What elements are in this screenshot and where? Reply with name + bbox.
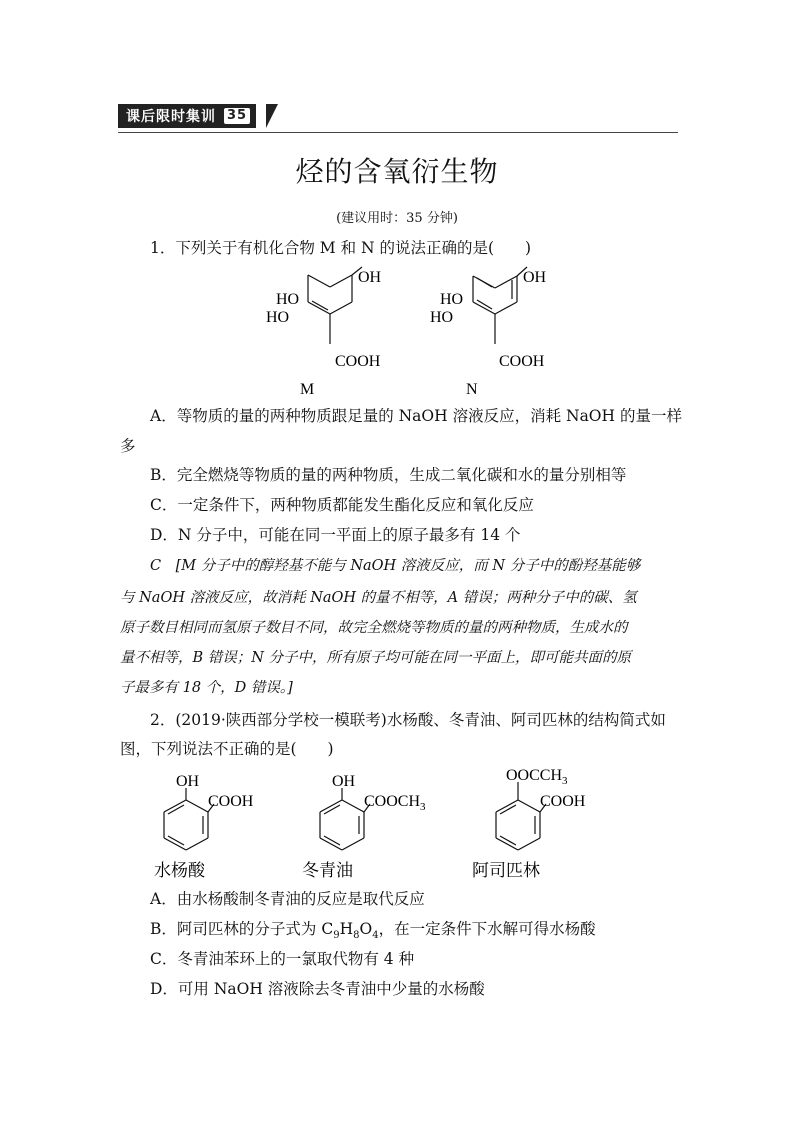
time-suggestion: (建议用时：35 分钟): [336, 211, 458, 226]
structure-m-skeleton: [308, 267, 362, 344]
formula-subscript: 9: [333, 930, 340, 942]
q2-option-c: C．冬青油苯环上的一氯取代物有 4 种: [150, 950, 415, 968]
formula-subscript: 4: [372, 930, 379, 942]
q2-structures-figure: [140, 762, 620, 888]
q1-option-b: B．完全燃烧等物质的量的两种物质，生成二氧化碳和水的量分别相等: [150, 466, 627, 484]
q1-answer-line: 子最多有 18 个，D 错误。]: [120, 680, 293, 696]
wintergreen-ester-subscript: 3: [420, 801, 426, 813]
q2-option-b: [150, 919, 596, 946]
q1-option-d: D．N 分子中，可能在同一平面上的原子最多有 14 个: [150, 526, 521, 544]
aspirin-acetoxy-subscript: 3: [562, 775, 568, 787]
q2-option-d: D．可用 NaOH 溶液除去冬青油中少量的水杨酸: [150, 980, 485, 998]
wintergreen-oil-label: 冬青油: [302, 861, 353, 880]
q1-option-c: C．一定条件下，两种物质都能发生酯化反应和氧化反应: [150, 496, 534, 514]
formula-element-o: O: [359, 920, 373, 938]
q2-option-b-suffix: ，在一定条件下水解可得水杨酸: [378, 920, 596, 938]
formula-element-h: H: [339, 920, 354, 938]
m-label: M: [300, 381, 315, 398]
q2-option-b-prefix: B．阿司匹林的分子式为 C: [150, 920, 334, 938]
section-number: 35: [224, 108, 250, 124]
q1-option-a-line1: A．等物质的量的两种物质跟足量的 NaOH 溶液反应，消耗 NaOH 的量一样: [150, 407, 682, 425]
header-rule: [118, 132, 678, 133]
salicylic-oh-label: OH: [176, 773, 200, 790]
q1-option-a-line2: 多: [120, 437, 136, 455]
q1-answer-line: C [M 分子中的醇羟基不能与 NaOH 溶液反应，而 N 分子中的酚羟基能够: [150, 558, 641, 574]
q1-stem: 1．下列关于有机化合物 M 和 N 的说法正确的是( ): [150, 239, 532, 257]
badge-tail: [266, 104, 278, 128]
n-cooh-label: COOH: [499, 353, 545, 370]
q2-stem-line1: 2．(2019·陕西部分学校一模联考)水杨酸、冬青油、阿司匹林的结构简式如: [150, 711, 666, 729]
m-ho-label-2: HO: [266, 309, 290, 326]
q1-answer-line: 原子数目相同而氢原子数目不同，故完全燃烧等物质的量的两种物质，生成水的: [120, 620, 628, 636]
q1-structures-figure: [240, 262, 600, 402]
n-oh-label: OH: [523, 269, 547, 286]
section-badge: [118, 104, 256, 128]
q1-answer-line: 与 NaOH 溶液反应，故消耗 NaOH 的量不相等，A 错误；两种分子中的碳、氢: [120, 590, 637, 606]
m-ho-label-1: HO: [276, 291, 300, 308]
aspirin-acetoxy-text: OOCCH: [506, 767, 563, 784]
wintergreen-ring: [320, 788, 370, 850]
wintergreen-oh-label: OH: [332, 773, 356, 790]
section-badge-label: 课后限时集训: [126, 109, 216, 125]
aspirin-ring: [496, 782, 546, 850]
q2-option-a: A．由水杨酸制冬青油的反应是取代反应: [150, 890, 425, 908]
m-oh-label: OH: [358, 269, 382, 286]
q1-answer-line: 量不相等，B 错误；N 分子中，所有原子均可能在同一平面上，即可能共面的原: [120, 650, 632, 666]
salicylic-cooh-label: COOH: [208, 793, 254, 810]
aspirin-cooh-label: COOH: [540, 793, 586, 810]
n-label: N: [466, 381, 478, 398]
page-title: 烃的含氧衍生物: [295, 155, 499, 188]
formula-subscript: 8: [353, 930, 360, 942]
m-cooh-label: COOH: [335, 353, 381, 370]
aspirin-acetoxy-label: [506, 767, 568, 787]
q2-stem-line2: 图，下列说法不正确的是( ): [120, 740, 334, 758]
aspirin-label: 阿司匹林: [472, 861, 540, 880]
salicylic-acid-label: 水杨酸: [154, 861, 205, 880]
structure-n-skeleton: [473, 267, 527, 344]
n-ho-label-1: HO: [440, 291, 464, 308]
wintergreen-ester-text: COOCH: [364, 793, 421, 810]
salicylic-acid-ring: [164, 788, 214, 850]
n-ho-label-2: HO: [430, 309, 454, 326]
wintergreen-ester-label: [364, 793, 426, 813]
